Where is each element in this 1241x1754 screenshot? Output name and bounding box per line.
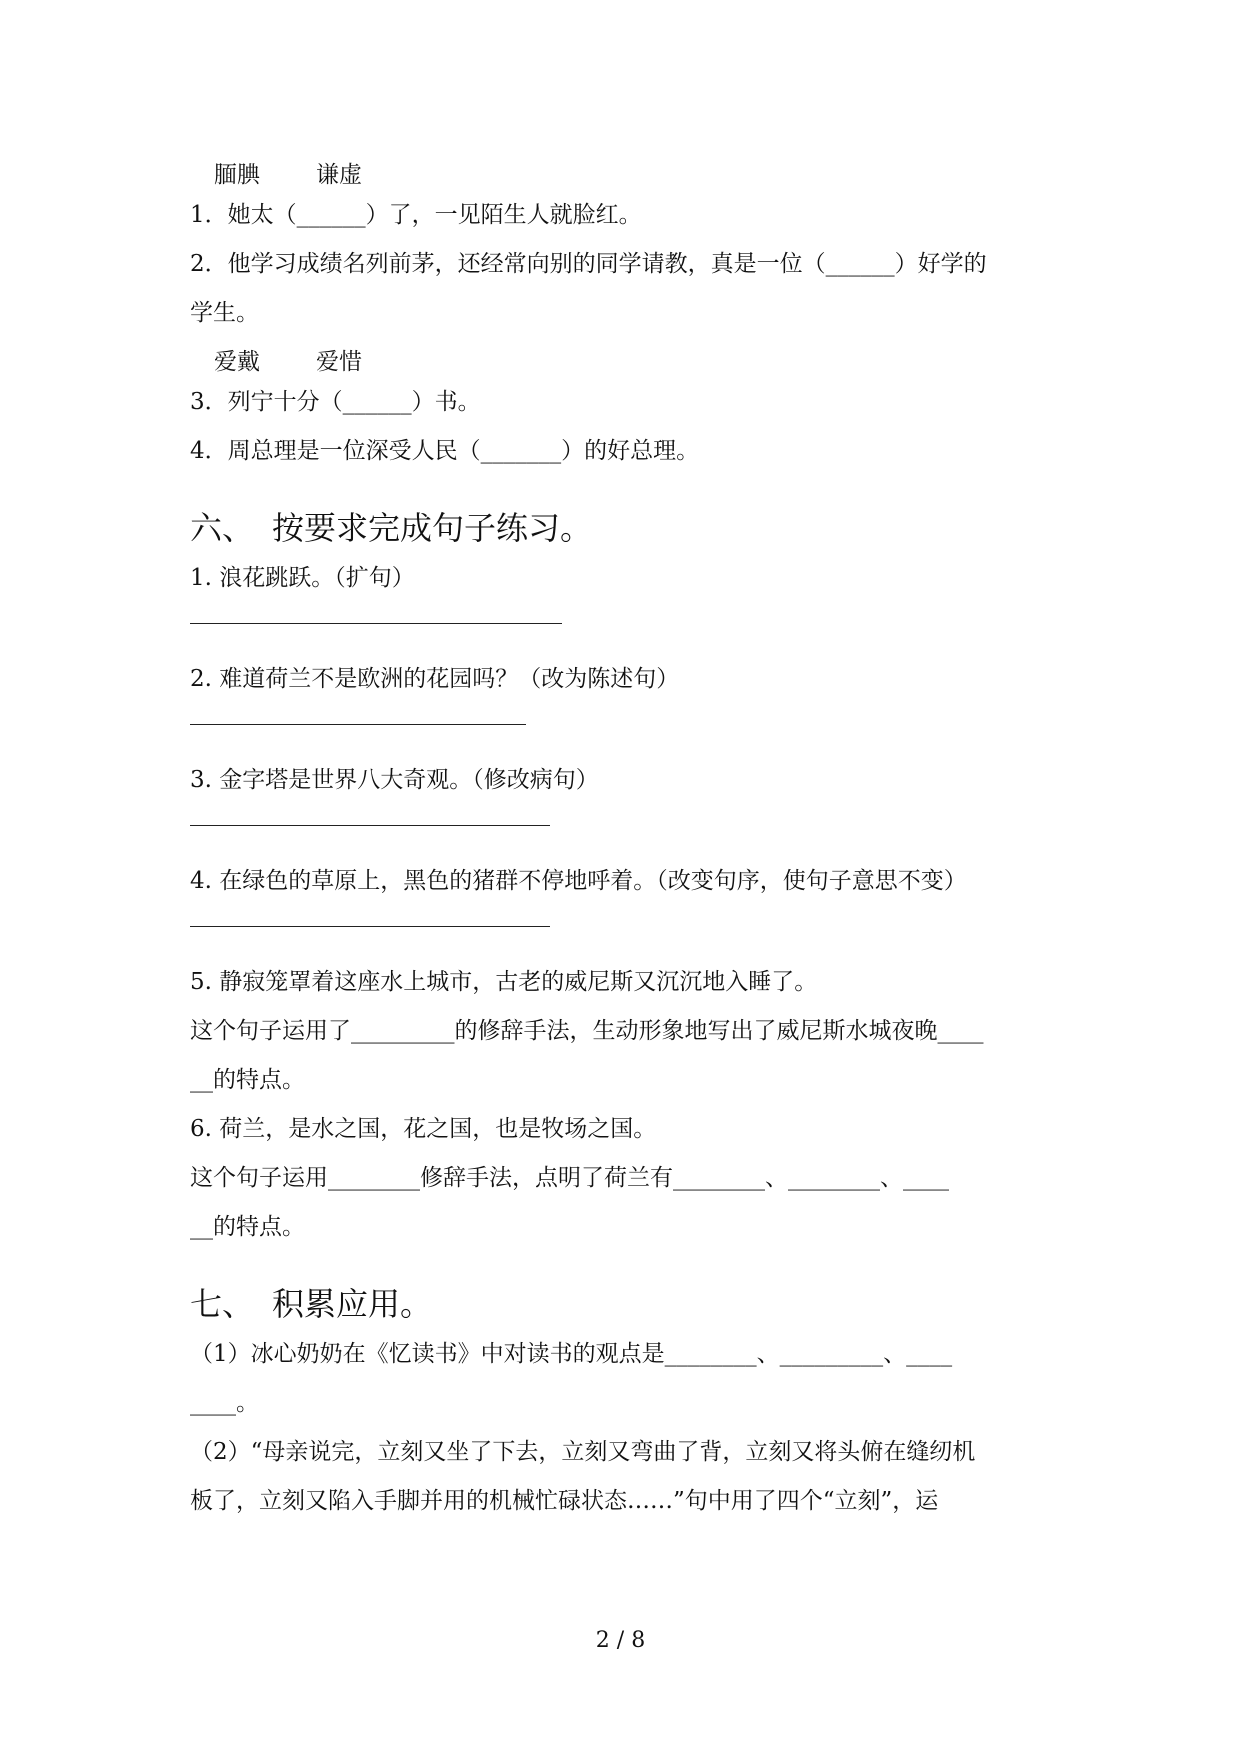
question-1: 1．她太（______）了，一见陌生人就脸红。: [190, 202, 642, 228]
sentence-task-6-question: 这个句子运用________修辞手法，点明了荷兰有________、________、____: [190, 1165, 949, 1191]
question-2: 2．他学习成绩名列前茅，还经常向别的同学请教，真是一位（______）好学的: [190, 251, 987, 277]
question-4: 4．周总理是一位深受人民（_______）的好总理。: [190, 438, 700, 464]
section-number: 六、: [190, 509, 255, 547]
word-choices-1: [190, 155, 1070, 195]
sentence-task-5-question: 这个句子运用了_________的修辞手法，生动形象地写出了威尼斯水城夜晚____: [190, 1018, 984, 1044]
section-title: 按要求完成句子练习。: [272, 509, 593, 547]
section-heading-7: [190, 1256, 1070, 1334]
word-option: 腼腆: [214, 162, 260, 188]
application-question-1-continued: ____。: [190, 1390, 259, 1416]
question-3: 3．列宁十分（______）书。: [190, 389, 481, 415]
sentence-task-2: 2. 难道荷兰不是欧洲的花园吗？（改为陈述句）: [190, 666, 680, 692]
sentence-task-5-question-continued: __的特点。: [190, 1067, 305, 1093]
word-option: 谦虚: [316, 162, 362, 188]
sentence-task-1: 1. 浪花跳跃。（扩句）: [190, 565, 415, 591]
section-number: 七、: [190, 1285, 255, 1323]
sentence-task-6: 6. 荷兰，是水之国，花之国，也是牧场之国。: [190, 1116, 657, 1142]
word-choices-2: [190, 342, 1070, 382]
answer-line: [190, 708, 1070, 738]
answer-line: [190, 809, 1070, 839]
sentence-task-3: 3. 金字塔是世界八大奇观。（修改病句）: [190, 767, 599, 793]
sentence-task-4: 4. 在绿色的草原上，黑色的猪群不停地呼着。（改变句序，使句子意思不变）: [190, 868, 967, 894]
question-2-continued: 学生。: [190, 300, 259, 326]
page-content: [190, 155, 1070, 1530]
section-heading-6: [190, 480, 1070, 558]
word-option: 爱惜: [316, 349, 362, 375]
page-number: 2 / 8: [595, 1628, 646, 1653]
section-title: 积累应用。: [272, 1285, 433, 1323]
answer-line: [190, 910, 1070, 940]
application-question-2: （2）“母亲说完，立刻又坐了下去，立刻又弯曲了背，立刻又将头俯在缝纫机: [190, 1439, 976, 1465]
sentence-task-6-question-continued: __的特点。: [190, 1214, 305, 1240]
sentence-task-5: 5. 静寂笼罩着这座水上城市，古老的威尼斯又沉沉地入睡了。: [190, 969, 818, 995]
word-option: 爱戴: [214, 349, 260, 375]
application-question-1: （1）冰心奶奶在《忆读书》中对读书的观点是________、_________、____: [190, 1341, 953, 1367]
answer-line: [190, 607, 1070, 637]
application-question-2-continued: 板了，立刻又陷入手脚并用的机械忙碌状态……”句中用了四个“立刻”，运: [190, 1488, 939, 1514]
